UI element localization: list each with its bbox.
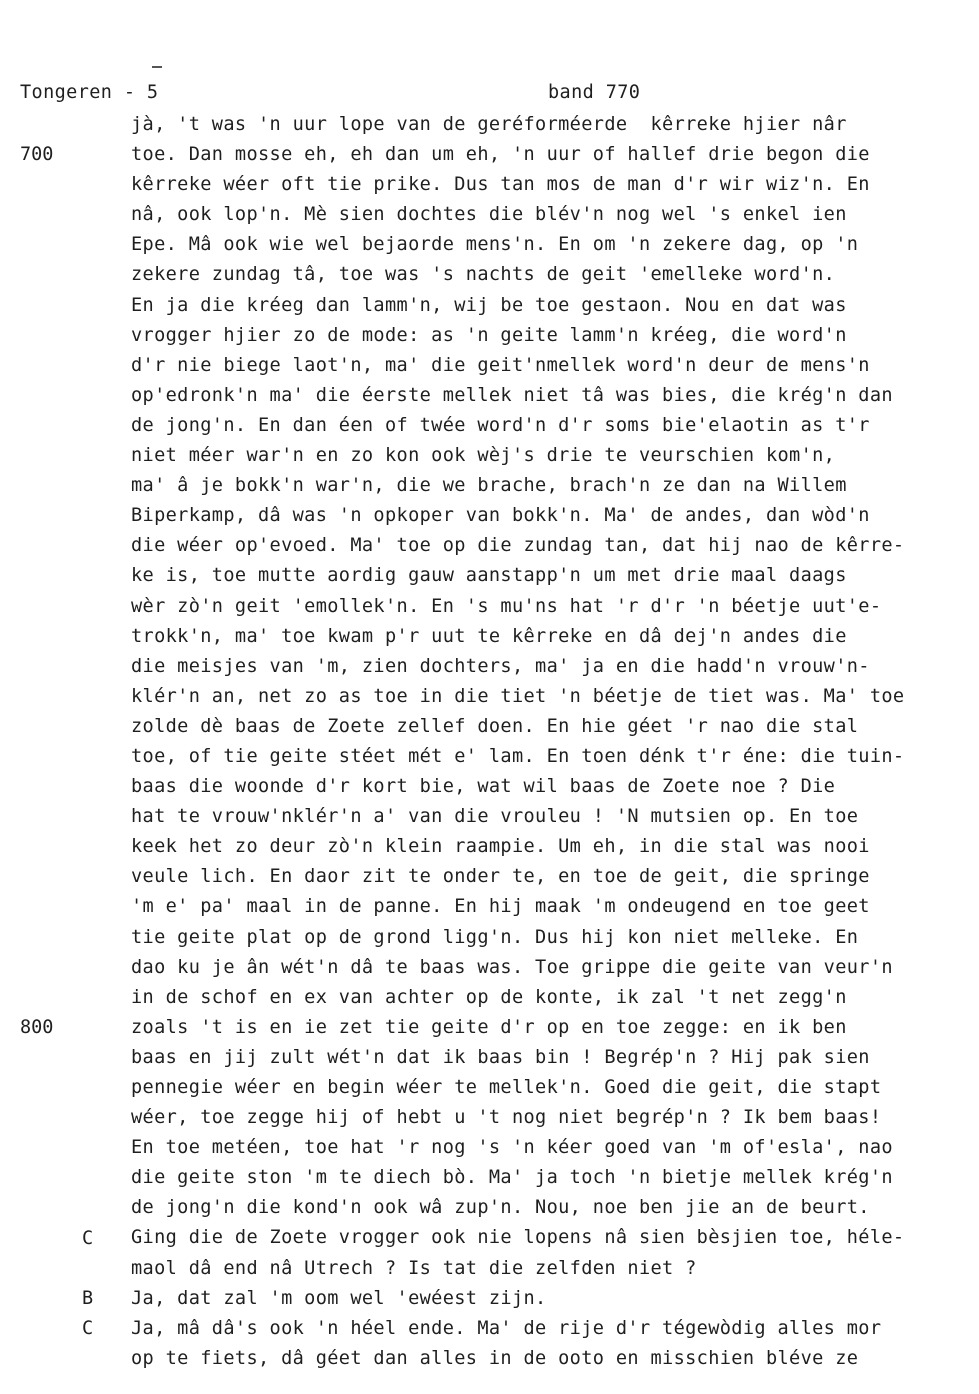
transcript-line: d'r nie biege laot'n, ma' die geit'nmellek word'n deur de mens'n — [131, 354, 870, 376]
speaker-label: C — [82, 1227, 94, 1249]
transcript-line: keek het zo deur zò'n klein raampie. Um eh, in die stal was nooi — [131, 836, 870, 858]
transcript-line: die geite ston 'm te diech bò. Ma' ja toch 'n bietje mellek krég'n — [131, 1167, 893, 1189]
transcript-line: vrogger hjier zo de mode: as 'n geite lamm'n kréeg, die word'n — [131, 324, 847, 346]
transcript-line: pennegie wéer en begin wéer te mellek'n. Goed die geit, die stapt — [131, 1077, 882, 1098]
transcript-line: niet méer war'n en zo kon ook wèj's drie te veurschien kom'n, — [131, 445, 836, 467]
transcript-line: jà, 't was 'n uur lope van de geréforméerde kêrreke hjier nâr — [131, 114, 847, 135]
transcript-line: wéer, toe zegge hij of hebt u 't nog niet begrép'n ? Ik bem baas! — [131, 1107, 882, 1129]
transcript-line: veule lich. En daor zit te onder te, en toe de geit, die springe — [131, 866, 870, 888]
speaker-label: C — [82, 1318, 94, 1339]
transcript-line: zoals 't is en ie zet tie geite d'r op en toe zegge: en ik ben — [131, 1016, 847, 1038]
transcript-line: wèr zò'n geit 'emollek'n. En 's mu'ns hat 'r d'r 'n béetje uut'e- — [131, 595, 882, 617]
transcript-line: die wéer op'evoed. Ma' toe op die zundag tan, dat hij nao de kêrre- — [131, 535, 905, 557]
transcript-line: tie geite plat op de grond ligg'n. Dus hij kon niet melleke. En — [131, 926, 859, 948]
transcript-line: En ja die kréeg dan lamm'n, wij be toe gestaon. Nou en dat was — [131, 294, 847, 316]
transcript-line: zolde dè baas de Zoete zellef doen. En hie géet 'r nao die stal — [131, 715, 859, 737]
transcript-line: Ja, dat zal 'm oom wel 'ewéest zijn. — [131, 1287, 547, 1309]
transcript-line: baas en jij zult wét'n dat ik baas bin ! Begrép'n ? Hij pak sien — [131, 1046, 870, 1068]
transcript-line: ma' â je bokk'n war'n, die we brache, brach'n ze dan na Willem — [131, 475, 847, 497]
transcript-line: toe. Dan mosse eh, eh dan um eh, 'n uur of hallef drie begon die — [131, 144, 870, 166]
transcript-line: Biperkamp, dâ was 'n opkoper van bokk'n. Ma' de andes, dan wòd'n — [131, 505, 870, 527]
ink-speck — [152, 66, 162, 68]
transcript-line: nâ, ook lop'n. Mè sien dochtes die blév'n nog wel 's enkel ien — [131, 204, 847, 226]
transcript-line: in de schof en ex van achter op de konte, ik zal 't net zegg'n — [131, 986, 847, 1008]
transcript-line: zekere zundag tâ, toe was 's nachts de geit 'emelleke word'n. — [131, 264, 836, 286]
header-right: band 770 — [548, 82, 641, 103]
transcript-line: die meisjes van 'm, zien dochters, ma' ja en die hadd'n vrouw'n- — [131, 655, 870, 677]
transcript-line: trokk'n, ma' toe kwam p'r uut te kêrreke en dâ dej'n andes die — [131, 625, 847, 647]
transcript-line: kêrreke wéer oft tie prike. Dus tan mos de man d'r wir wiz'n. En — [131, 174, 870, 196]
transcript-line: ke is, toe mutte aordig gauw aanstapp'n um met drie maal daags — [131, 565, 847, 587]
transcript-line: op te fiets, dâ géet dan alles in de ooto en misschien bléve ze — [131, 1347, 859, 1369]
transcript-line: baas die woonde d'r kort bie, wat wil baas de Zoete noe ? Die — [131, 776, 836, 798]
transcript-line: hat te vrouw'nklér'n a' van die vrouleu ! 'N mutsien op. En toe — [131, 806, 859, 828]
transcript-line: Ging die de Zoete vrogger ook nie lopens nâ sien bèsjien toe, héle- — [131, 1227, 905, 1249]
header-left: Tongeren - 5 — [20, 82, 159, 103]
transcript-line: Epe. Mâ ook wie wel bejaorde mens'n. En om 'n zekere dag, op 'n — [131, 234, 859, 256]
transcript-line: klér'n an, net zo as toe in die tiet 'n béetje de tiet was. Ma' toe — [131, 685, 905, 707]
transcript-line: Ja, mâ dâ's ook 'n héel ende. Ma' de rije d'r tégewòdig alles mor — [131, 1317, 882, 1339]
transcript-line: dao ku je ân wét'n dâ te baas was. Toe grippe die geite van veur'n — [131, 956, 893, 978]
speaker-label: B — [82, 1287, 94, 1309]
transcript-line: de jong'n. En dan éen of twée word'n d'r soms bie'elaotin as t'r — [131, 414, 870, 436]
transcript-line: maol dâ end nâ Utrech ? Is tat die zelfden niet ? — [131, 1257, 697, 1279]
transcript-line: de jong'n die kond'n ook wâ zup'n. Nou, noe ben jie an de beurt. — [131, 1197, 870, 1219]
transcript-line: op'edronk'n ma' die éerste mellek niet tâ was bies, die krég'n dan — [131, 384, 893, 406]
transcript-body — [131, 110, 971, 1374]
transcript-line: En toe metéen, toe hat 'r nog 's 'n kéer goed van 'm of'esla', nao — [131, 1137, 893, 1159]
line-number-marker: 700 — [20, 144, 54, 166]
transcript-line: toe, of tie geite stéet mét e' lam. En toen dénk t'r éne: die tuin- — [131, 745, 905, 767]
line-number-marker: 800 — [20, 1017, 54, 1038]
transcript-line: 'm e' pa' maal in de panne. En hij maak 'm ondeugend en toe geet — [131, 896, 870, 918]
